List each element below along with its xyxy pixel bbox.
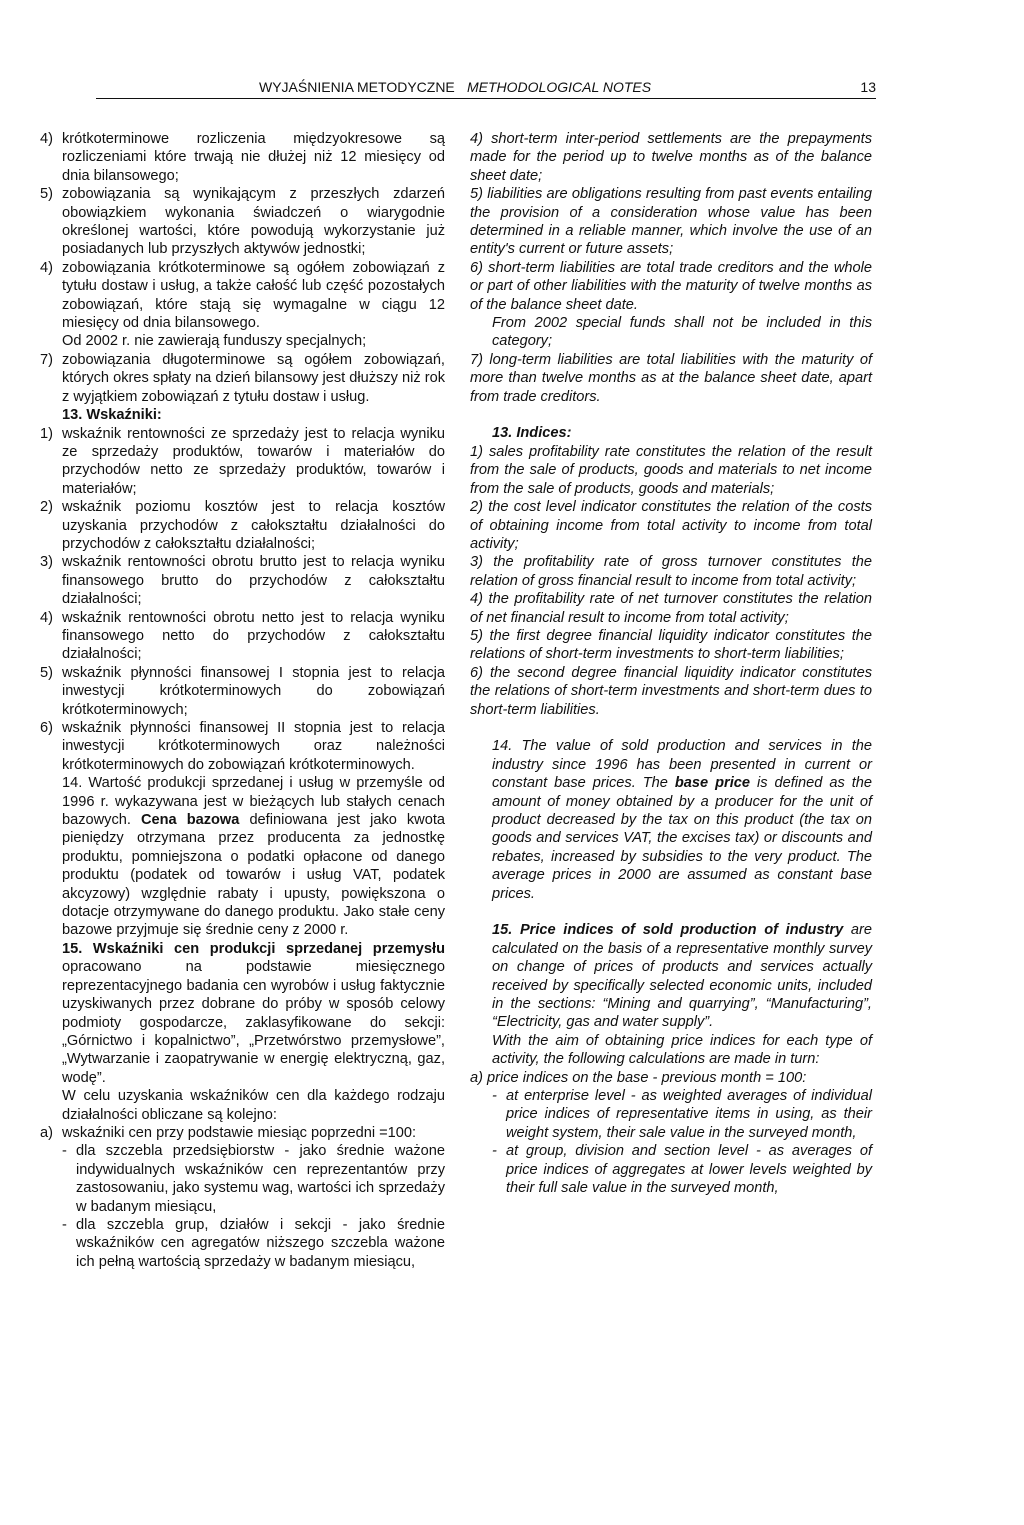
paragraph: 14. The value of sold production and services in the industry since 1996 has been presented in current or constant base prices. The base price is defined as the amount of money obtained by a producer for the unit of product decreased by the tax on this product (the tax on goods and services VAT, the excises tax) or discounts and rebates, increased by subsidies to the very product. The average prices in 2000 are assumed as constant base prices.	[492, 738, 873, 902]
paragraph: 2) the cost level indicator constitutes the relation of the costs of obtaining income from total activity to income from total activity;	[470, 499, 872, 552]
paragraph: From 2002 special funds shall not be included in this category;	[492, 315, 872, 350]
list-item: 4) zobowiązania krótkoterminowe są ogółem zobowiązań z tytułu dostaw i usług, a także całość lub część pozostałych zobowiązań, które stają się wymagalne w ciągu 12 miesięcy od dnia bilansowego.	[40, 259, 445, 332]
paragraph: a) price indices on the base - previous month = 100:	[470, 1069, 807, 1086]
paragraph: With the aim of obtaining price indices for each type of activity, the following calculations are made in turn:	[492, 1032, 872, 1068]
list-item: 4) wskaźnik rentowności obrotu netto jest to relacja wyniku finansowego netto do przychodów z całokształtu działalności;	[40, 609, 445, 663]
sub-list	[40, 1142, 445, 1271]
paragraph: 7) long-term liabilities are total liabilities with the maturity of more than twelve months as at the balance sheet date, apart from trade creditors.	[470, 351, 872, 405]
paragraph: 15. Price indices of sold production of industry are calculated on the basis of a representative monthly survey on change of prices of products and services actually received by specifically selected economic units, included in the sections: “Mining and quarrying”, “Manufacturing”, “Electricity, gas and water supply”.	[492, 922, 872, 1031]
list-item: 3) wskaźnik rentowności obrotu brutto jest to relacja wyniku finansowego brutto do przychodów z całokształtu działalności;	[40, 554, 445, 608]
list-item: 7) zobowiązania długoterminowe są ogółem zobowiązań, których okres spłaty na dzień bilansowy jest dłuższy niż rok z wyjątkiem zobowiązań z tytułu dostaw i usług.	[40, 351, 445, 405]
list-item: - dla szczebla przedsiębiorstw - jako średnie ważone indywidualnych wskaźników cen reprezentantów przy zastosowaniu, jako systemu wag, wartości ich sprzedaży w badanym miesiącu,	[62, 1143, 445, 1215]
header-title-en: METHODOLOGICAL NOTES	[467, 79, 652, 95]
paragraph: 15. Wskaźniki cen produkcji sprzedanej przemysłu opracowano na podstawie miesięcznego reprezentacyjnego badania cen wyrobów i usług faktycznie uzyskiwanych przez dobrane do próby w sposób celowy podmioty gospodarcze, zaklasyfikowane do sekcji: „Górnictwo i kopalnictwo”, „Przetwórstwo przemysłowe”, „Wytwarzanie i zaopatrywanie w energię elektryczną, gaz, wodę”.	[62, 940, 445, 1086]
sub-list	[470, 1087, 872, 1197]
list-item: - dla szczebla grup, działów i sekcji - jako średnie wskaźników cen agregatów niższego szczebla ważone ich pełną wartością sprzedaży w badanym miesiącu,	[62, 1216, 445, 1270]
list-item: 5) wskaźnik płynności finansowej I stopnia jest to relacja inwestycji krótkoterminowych do zobowiązań krótkoterminowych;	[40, 664, 445, 718]
paragraph: 6) the second degree financial liquidity indicator constitutes the relations of short-term investments and short-term dues to short-term liabilities.	[470, 664, 872, 718]
paragraph: 14. Wartość produkcji sprzedanej i usług w przemyśle od 1996 r. wykazywana jest w bieżących lub stałych cenach bazowych. Cena bazowa definiowana jest jako kwota pieniędzy otrzymana przez producenta za jednostkę produktu, pomniejszona o podatki opłacone od danego produktu (podatek od towarów i usług VAT, podatek akcyzowy) względnie rabaty i upusty, powiększona o dotacje otrzymywane do danego produktu. Jako stałe ceny bazowe przyjmuje się średnie ceny z 2000 r.	[62, 775, 445, 939]
list-item: a) wskaźniki cen przy podstawie miesiąc poprzedni =100:	[40, 1124, 417, 1141]
list-item: 5) zobowiązania są wynikającym z przeszłych zdarzeń obowiązkiem wykonania świadczeń o wiarygodnie określonej wartości, które powodują wykorzystanie już posiadanych lub przyszłych aktywów jednostki;	[40, 186, 445, 258]
paragraph: 3) the profitability rate of gross turnover constitutes the relation of gross financial result to income from total activity;	[470, 554, 872, 589]
paragraph: 4) short-term inter-period settlements are the prepayments made for the period up to twelve months as of the balance sheet date;	[470, 131, 872, 184]
column-polish	[40, 130, 445, 1271]
paragraph: 6) short-term liabilities are total trade creditors and the whole or part of other liabilities with the maturity of twelve months as of the balance sheet date.	[470, 259, 872, 313]
page-header	[96, 78, 876, 99]
list-item: 6) wskaźnik płynności finansowej II stopnia jest to relacja inwestycji krótkoterminowych oraz należności krótkoterminowych do zobowiązań krótkoterminowych.	[40, 720, 445, 773]
paragraph: W celu uzyskania wskaźników cen dla każdego rodzaju działalności obliczane są kolejno:	[62, 1088, 445, 1123]
paragraph: 5) the first degree financial liquidity indicator constitutes the relations of short-term investments to short-term liabilities;	[470, 627, 872, 663]
paragraph: Od 2002 r. nie zawierają funduszy specjalnych;	[62, 333, 367, 350]
paragraph: 4) the profitability rate of net turnover constitutes the relation of net financial result to income from total activity;	[470, 591, 872, 626]
list-item: 4) krótkoterminowe rozliczenia międzyokresowe są rozliczeniami które trwają nie dłużej niż 12 miesięcy od dnia bilansowego;	[40, 131, 445, 184]
paragraph: 5) liabilities are obligations resulting from past events entailing the provision of a consideration whose value has been determined in a reliable manner, which involve the use of an entity's current or future assets;	[470, 186, 872, 258]
section-heading: 13. Indices:	[492, 425, 572, 442]
header-title-pl: WYJAŚNIENIA METODYCZNE	[259, 79, 455, 95]
page-number: 13	[860, 79, 876, 95]
list-item: - at enterprise level - as weighted averages of individual price indices of representative items in using, as their weight system, their sale value in the surveyed month,	[492, 1088, 872, 1141]
list-item: 2) wskaźnik poziomu kosztów jest to relacja kosztów uzyskania przychodów z całokształtu działalności do przychodów z całokształtu działalności;	[40, 499, 445, 552]
section-heading: 13. Wskaźniki:	[62, 407, 162, 424]
column-english	[470, 130, 872, 1198]
list-item: 1) wskaźnik rentowności ze sprzedaży jest to relacja wyniku ze sprzedaży produktów, towarów i materiałów do przychodów netto ze sprzedaży produktów, towarów i materiałów;	[40, 425, 445, 497]
list-item: - at group, division and section level - as averages of price indices of aggregates at lower levels weighted by their full sale value in the surveyed month,	[492, 1143, 872, 1197]
paragraph: 1) sales profitability rate constitutes the relation of the result from the sale of products, goods and materials to net income from the sale of products, goods and materials;	[470, 443, 872, 497]
